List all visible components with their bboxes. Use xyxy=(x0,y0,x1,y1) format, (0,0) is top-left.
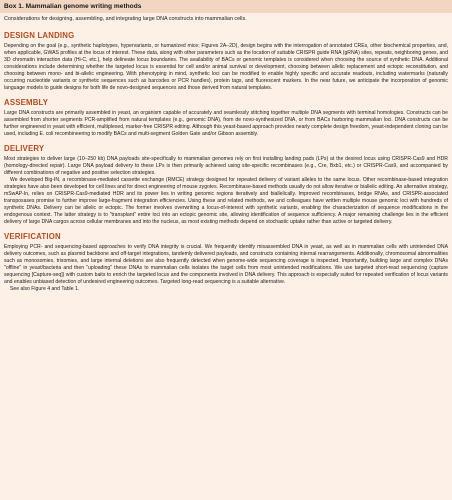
delivery-section xyxy=(0,138,452,226)
assembly-paragraph: Large DNA constructs are primarily assembled in yeast, an organism capable of accurately and seamlessly stitching together multiple DNA segments with terminal homologies. Constructs can be assembled from shorter segments PCR-amplified from natural templates (e.g., genomic DNA), from de novo-synthesized DNA, or from BACs harboring mammalian loci. DNA constructs can be further engineered in yeast with efficient, multiplexed, marker-free CRISPR editing. Although this yeast-based approach provides nearly complete design freedom, yeast-independent cloning can be used, including E. coli recombineering to modify BACs and multi-segment Golden Gate and/or Gibson assembly. xyxy=(4,109,448,137)
design-paragraph: Depending on the goal (e.g., synthetic haplotypes, hypervariants, or humanized mice; Figures 2A–2D), design begins with the interrogation of annotated CREs, other biochemical properties, and, when applicable, GWAS profiles at the locus of interest. These data, along with other parameters such as the location of suitable CRISPR guide RNA (gRNA) sites, repeats, neighboring genes, and 3D chromatin interaction data (Hi-C, etc.), help delineate locus boundaries. The availability of BACs or genomic templates is considered when choosing the source of synthetic DNA. Additional considerations include determining whether the targeted locus is essential for cell and/or animal survival or development, choosing between allelic replacement and ectopic reconstitution, and choosing between mono- and bi-allelic engineering. With phenotyping in mind, synthetic loci can be modified to enable highly specific and accurate readouts, including watermarks (naturally occurring nucleotide variants or synthetic sequences such as barcodes or PCR handles), protein tags, and fluorescent markers. In the near future, we anticipate the incorporation of genomic language models to guide designs for both life de novo-designed sequences and those derived from natural templates. xyxy=(4,42,448,91)
delivery-paragraph-2: We developed Big-IN, a recombinase-mediated cassette exchange (RMCE) strategy designed for repeated delivery of variant alleles to the same locus. Other recombinase-based integration strategies have also been developed for cell lines and for direct engineering of mouse zygotes. Recombinase-based methods usually do not allow iterative or biallelic editing. An alternative strategy, mSwAP-In, relies on CRISPR-Cas9-mediated HDR and its power lies in writing genomic regions iteratively and biallelically. Improved recombinases, bridge RNAs, and CRISPR-associated transposases promise to further improve large-fragment integration efficiencies. Using these and related methods, we and colleagues have written multiple mouse genomic loci with hundreds of synthetic DNAs. Delivery can be allelic or ectopic. The former involves overwriting a locus-of-interest with synthetic variants, enabling the characterization of sequence modifications in the endogenous context. The latter strategy is to "transplant" entire loci into an ectopic genomic site, allowing identification of sequence sufficiency. A major remaining challenge lies in the efficient delivery of large DNA cargos across cellular membranes and into the nucleus, as most existing methods depend on stochastic uptake rather than active or targeted delivery. xyxy=(4,176,448,225)
design-section xyxy=(0,25,452,92)
delivery-paragraph-1: Most strategies to deliver large (10–250 kb) DNA payloads site-specifically to mammalian genomes rely on first installing landing pads (LPs) at the desired locus using CRISPR-Cas9 and HDR (homology-directed repair). Large DNA payload delivery to these LPs is then primarily achieved using site-specific recombinases (e.g., Cre, Bxb1, etc.) or CRISPR-Cas9, and accompanied by different combinations of negative and positive selection strategies. xyxy=(4,155,448,176)
verification-paragraph: Employing PCR- and sequencing-based approaches to verify DNA integrity is crucial. We frequently identify misassembled DNA in yeast, as well as in mammalian cells with unintended DNA delivery outcomes, such as plasmid backbone and off-target integrations, tandemly delivered payloads, and constructs containing internal rearrangements. Additionally, chromosomal abnormalities such as monosomies, trisomies, and large internal deletions are also frequently detected when genome-wide sequencing coverage is inspected. Importantly, building large and complex DNAs "offline" in yeast/bacteria and then "uploading" these DNAs to mammalian cells isolates the target cells from most unintended modifications. We use targeted short-read sequencing (capture sequencing [Capture-seq]) with custom baits to enrich the targeted locus and the components involved in DNA delivery. This approach is especially suited for repeated verification of locus variants and enables unbiased detection of undesired engineering outcomes. Targeted long-read sequencing is a suitable alternative. xyxy=(4,243,448,285)
assembly-section xyxy=(0,92,452,138)
box-title: Box 1. Mammalian genome writing methods xyxy=(0,0,452,13)
verification-section-title: VERIFICATION xyxy=(4,231,61,241)
design-section-title: DESIGN LANDING xyxy=(4,30,75,40)
box-intro: Considerations for designing, assembling, and integrating large DNA constructs into mammalian cells. xyxy=(4,16,247,22)
verification-section-body xyxy=(0,244,452,293)
see-also-note: See also Figure 4 and Table 1. xyxy=(10,285,80,292)
delivery-section-title: DELIVERY xyxy=(4,143,45,153)
assembly-section-body xyxy=(0,110,452,138)
verification-section xyxy=(0,226,452,293)
delivery-section-body xyxy=(0,156,452,226)
design-section-body xyxy=(0,43,452,92)
assembly-section-title: ASSEMBLY xyxy=(4,97,49,107)
